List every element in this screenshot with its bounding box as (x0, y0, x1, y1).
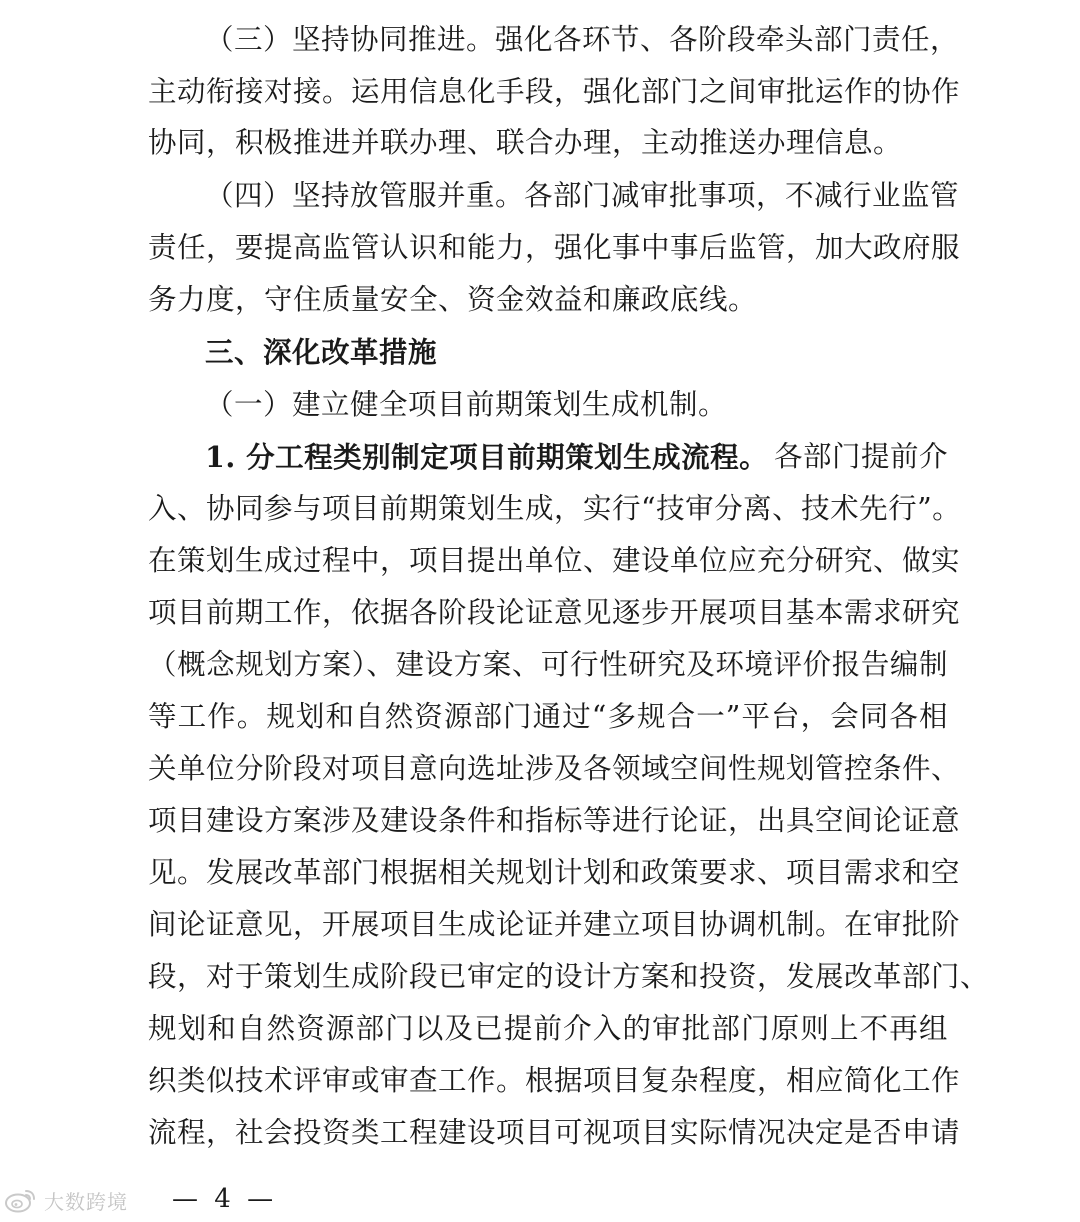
item-1-line-11: 段，对于策划生成阶段已审定的设计方案和投资，发展改革部门、 (148, 960, 990, 993)
item-1-label: 1. 分工程类别制定项目前期策划生成流程。 (205, 440, 769, 474)
item-1-line-3: 在策划生成过程中，项目提出单位、建设单位应充分研究、做实 (148, 544, 961, 577)
paragraph-3-line-3: 协同，积极推进并联办理、联合办理，主动推送办理信息。 (148, 126, 903, 159)
watermark (4, 1186, 128, 1218)
item-1-line-8: 项目建设方案涉及建设条件和指标等进行论证，出具空间论证意 (148, 804, 961, 837)
item-1-line-2: 入、协同参与项目前期策划生成，实行“技审分离、技术先行”。 (148, 492, 962, 525)
paragraph-3-line-2: 主动衔接对接。运用信息化手段，强化部门之间审批运作的协作 (148, 75, 961, 108)
item-1-line-10: 间论证意见，开展项目生成论证并建立项目协调机制。在审批阶 (148, 908, 961, 941)
item-1-text-start: 各部门提前介 (773, 440, 948, 473)
item-1-line-4: 项目前期工作，依据各阶段论证意见逐步开展项目基本需求研究 (148, 596, 961, 629)
item-1-line-6: 等工作。规划和自然资源部门通过“多规合一”平台，会同各相 (148, 700, 948, 733)
item-1-line-12: 规划和自然资源部门以及已提前介入的审批部门原则上不再组 (148, 1012, 948, 1045)
watermark-text: 大数跨境 (44, 1190, 128, 1214)
item-1-line-9: 见。发展改革部门根据相关规划计划和政策要求、项目需求和空 (148, 856, 961, 889)
section-heading: 三、深化改革措施 (205, 335, 438, 369)
page-number: — 4 — (172, 1184, 278, 1214)
item-1-line-14: 流程，社会投资类工程建设项目可视项目实际情况决定是否申请 (148, 1116, 961, 1149)
paragraph-4-line-1: （四）坚持放管服并重。各部门减审批事项，不减行业监管 (205, 179, 960, 212)
paragraph-4-line-2: 责任，要提高监管认识和能力，强化事中事后监管，加大政府服 (148, 231, 961, 264)
item-1-line-13: 织类似技术评审或审查工作。根据项目复杂程度，相应简化工作 (148, 1064, 961, 1097)
paragraph-3-line-1: （三）坚持协同推进。强化各环节、各阶段牵头部门责任， (205, 23, 960, 56)
weibo-logo-icon (4, 1186, 38, 1218)
item-1-line-7: 关单位分阶段对项目意向选址涉及各领域空间性规划管控条件、 (148, 752, 961, 785)
item-1-line-1 (205, 437, 948, 477)
subsection-heading: （一）建立健全项目前期策划生成机制。 (205, 388, 728, 421)
paragraph-4-line-3: 务力度，守住质量安全、资金效益和廉政底线。 (148, 283, 758, 316)
item-1-line-5: （概念规划方案）、建设方案、可行性研究及环境评价报告编制 (148, 648, 948, 681)
